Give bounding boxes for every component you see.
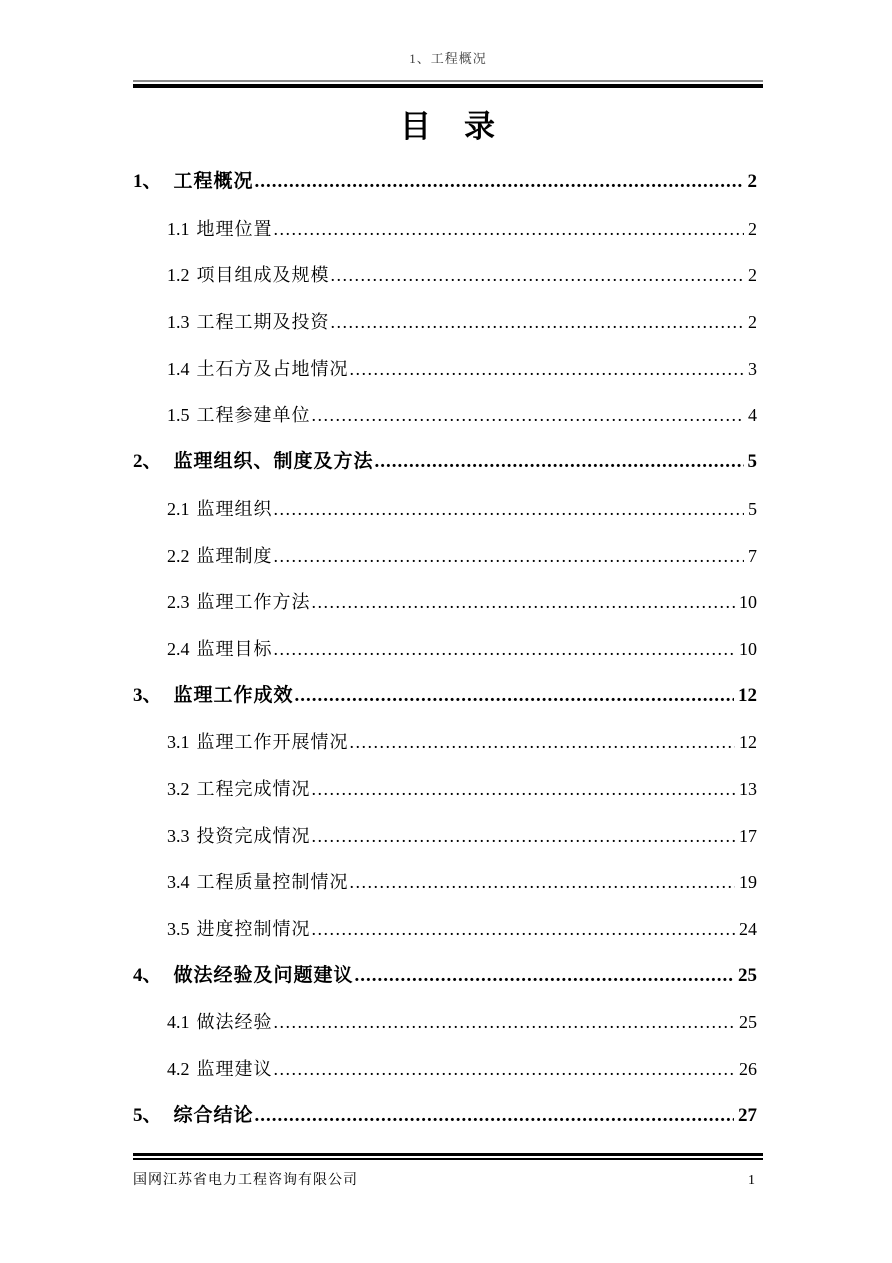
toc-entry-page: 10 [739,638,757,659]
toc-entry-number: 3.2 [167,778,190,799]
toc-entry [133,404,757,451]
toc-title: 目 录 [400,109,496,144]
toc-entry-title: 进度控制情况 [196,919,311,939]
toc-entry-page: 5 [748,498,757,519]
toc-entry [133,731,757,778]
toc-entry-number: 1.5 [167,405,190,426]
toc-entry-title: 监理组织 [196,498,273,519]
dot-leader [274,545,745,567]
toc-entry-number: 1.4 [167,358,190,379]
toc-entry-page: 24 [739,919,757,939]
toc-entry [133,451,757,498]
footer-rule-thick [133,1153,763,1156]
toc-entry-page: 2 [748,218,757,239]
dot-leader [350,871,736,893]
toc-entry [133,358,757,405]
toc-entry-title: 监理组织、制度及方法 [173,451,374,473]
toc-entry-page: 26 [739,1059,757,1080]
page-header [133,0,763,88]
toc-entry [133,311,757,358]
dot-leader [312,591,736,613]
toc-entry-number: 4.2 [167,1059,190,1080]
toc-entry [133,1105,757,1152]
toc-entry-number: 3.1 [167,732,190,753]
toc-entry-page: 2 [747,171,757,192]
toc-entry-title: 工程工期及投资 [196,312,330,333]
toc-entry-page: 2 [748,312,757,333]
dot-leader [331,311,745,333]
toc-entry [133,545,757,592]
toc-entry-title: 地理位置 [196,218,273,239]
toc-entry [133,965,757,1012]
toc-entry [133,685,757,732]
toc-entry-number: 2.3 [167,592,190,613]
toc-entry [133,918,757,965]
toc-entry-page: 5 [747,451,757,473]
toc-entry-page: 4 [748,405,757,426]
dot-leader [274,638,736,660]
toc-entry-page: 13 [739,778,757,799]
toc-entry-number: 1.1 [167,218,190,239]
toc-entry-page: 3 [748,358,757,379]
toc-entry [133,171,757,218]
toc-entry-title: 做法经验及问题建议 [173,964,354,986]
dot-leader [350,358,745,380]
dot-leader [312,778,736,800]
toc-entry-title: 综合结论 [173,1104,254,1126]
dot-leader [312,404,745,426]
toc-entry-title: 监理制度 [196,545,273,566]
dot-leader [274,218,745,240]
toc-entry-title: 监理目标 [196,638,273,659]
page-footer [133,1153,763,1189]
toc-entry-title: 土石方及占地情况 [196,358,349,379]
toc-entry-title: 监理工作方法 [196,592,311,613]
toc-entry-page: 25 [739,1012,757,1033]
toc-entry-title: 工程完成情况 [196,778,311,799]
footer-page-number: 1 [748,1173,755,1188]
header-rule-thick [133,84,763,88]
toc-entry-number: 3、 [133,684,162,706]
toc-entry-number: 3.4 [167,872,190,893]
toc-entry-page: 12 [739,732,757,753]
dot-leader [274,1011,736,1033]
toc-entry-number: 2、 [133,451,162,473]
toc-entry-title: 工程概况 [173,171,254,192]
toc-entry-number: 2.2 [167,545,190,566]
dot-leader [274,498,745,520]
dot-leader [350,731,736,753]
dot-leader [375,451,744,473]
toc-entry-page: 10 [739,592,757,613]
toc-entry-number: 2.4 [167,638,190,659]
toc-entry-title: 监理建议 [196,1059,273,1080]
toc-entry-page: 2 [748,265,757,286]
toc-entry-page: 19 [739,872,757,893]
toc-entry-number: 1.2 [167,265,190,286]
toc-entry-title: 工程质量控制情况 [196,872,349,893]
toc-entry-page: 17 [739,825,757,846]
toc-entry [133,1058,757,1105]
toc-list [133,171,757,1151]
toc-entry-page: 25 [738,964,757,986]
dot-leader [355,965,734,987]
toc-entry [133,825,757,872]
toc-entry-title: 项目组成及规模 [196,265,330,286]
toc-entry [133,778,757,825]
dot-leader [274,1058,736,1080]
footer-company: 国网江苏省电力工程咨询有限公司 [133,1173,358,1188]
toc-entry [133,591,757,638]
toc-entry [133,1011,757,1058]
dot-leader [255,171,744,193]
toc-entry [133,218,757,265]
toc-entry-title: 做法经验 [196,1012,273,1033]
toc-entry-number: 4.1 [167,1012,190,1033]
toc-entry [133,638,757,685]
toc-entry [133,264,757,311]
dot-leader [331,264,745,286]
footer-rule-thin [133,1158,763,1160]
toc-entry-title: 工程参建单位 [196,405,311,426]
toc-entry-number: 2.1 [167,498,190,519]
toc-entry-number: 5、 [133,1104,162,1126]
dot-leader [312,825,736,847]
running-header-text: 1、工程概况 [409,51,487,66]
dot-leader [295,685,734,707]
toc-entry [133,871,757,918]
toc-entry-number: 1、 [133,171,162,192]
dot-leader [312,918,736,940]
toc-entry-title: 监理工作开展情况 [196,732,349,753]
toc-entry [133,498,757,545]
footer-row [133,1169,763,1189]
toc-entry-title: 投资完成情况 [196,825,311,846]
toc-entry-page: 7 [748,545,757,566]
toc-entry-number: 3.3 [167,825,190,846]
toc-entry-number: 1.3 [167,312,190,333]
toc-entry-page: 12 [738,684,757,706]
toc-entry-number: 4、 [133,964,162,986]
toc-entry-number: 3.5 [167,919,190,939]
toc-entry-title: 监理工作成效 [173,684,294,706]
toc-entry-page: 27 [738,1104,757,1126]
header-rule-thin [133,80,763,82]
dot-leader [255,1105,734,1127]
